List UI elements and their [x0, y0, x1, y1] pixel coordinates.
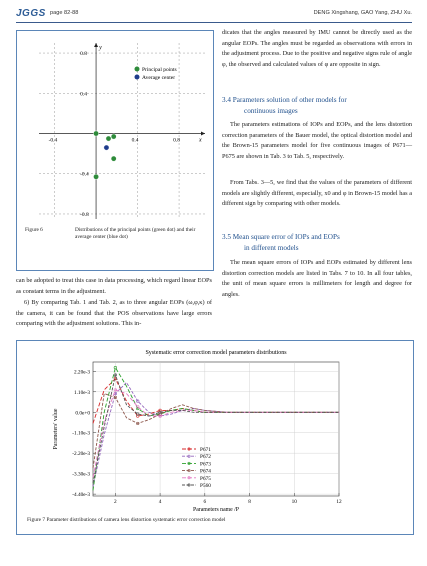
x-axis-label: x: [199, 137, 202, 144]
x-tick-label: 2: [114, 499, 117, 505]
legend-label: P671: [200, 447, 211, 453]
y-tick-label: 1.10e-3: [73, 389, 90, 396]
legend-label: P674: [200, 468, 211, 475]
section-3-4-title-line1: 3.4 Parameters solution of other models for: [222, 96, 347, 104]
x-tick-label: 6: [203, 499, 207, 505]
legend-label: Principal points: [142, 67, 177, 73]
y-axis-label: y: [99, 45, 102, 51]
y-tick-label: 2.20e-3: [73, 369, 90, 376]
principal-point: [111, 134, 116, 139]
section-3-4-heading: [222, 95, 412, 117]
legend-label: Average center: [142, 75, 176, 81]
x-tick-label: 8: [248, 499, 251, 505]
principal-point: [93, 131, 98, 136]
x-axis-arrow: [201, 132, 205, 136]
running-authors: DENG Xingshang, GAO Yang, ZHU Xu.: [313, 10, 412, 16]
y-tick-label: -3.30e-3: [72, 471, 90, 478]
x-tick-label: 0.4: [131, 137, 139, 144]
figure-7-caption: Figure 7 Parameter distributions of camera lens distortion systematic error correction model: [27, 517, 226, 523]
average-center-point: [104, 145, 109, 150]
legend-label: P675: [200, 475, 211, 482]
page-range: page 82-88: [50, 10, 79, 16]
legend-label: P560: [200, 483, 211, 489]
y-tick-label: -0.4: [80, 171, 89, 178]
x-tick-label: 12: [336, 499, 342, 505]
figure-6-caption-text: Distributions of the principal points (green dot) and their average center (blue dot): [75, 227, 196, 240]
journal-logo: JGGS: [16, 8, 46, 19]
y-tick-label: -4.40e-3: [72, 492, 90, 499]
chart-title: Systematic error correction model parameters distributions: [145, 350, 287, 356]
x-tick-label: 4: [158, 499, 162, 505]
y-tick-label: -0.8: [80, 211, 89, 218]
section-3-5-title-line1: 3.5 Mean square error of IOPs and EOPs: [222, 233, 340, 241]
figure-7: [16, 340, 414, 535]
legend-marker: [135, 67, 140, 72]
right-paragraph-0: dicates that the angles measured by IMU cannot be directly used as the angular EOPs. The angles must be regarded as observations with errors in the adjustment process. Due to the positive and negative signs rule of angle φ, the observed and calculated values of φ are opposite in sign.: [222, 29, 412, 69]
legend-marker: [135, 75, 140, 80]
principal-point: [111, 156, 116, 161]
plot-frame: [93, 362, 339, 496]
y-tick-label: 0.4: [80, 91, 87, 98]
x-tick-label: -0.4: [48, 137, 58, 144]
left-paragraph-1: can be adopted to treat this case in data processing, which regard linear EOPs as constant terms in the adjustment.: [16, 277, 212, 295]
left-paragraph-2: 6) By comparing Tab. 1 and Tab. 2, as to three angular EOPs (ω,φ,κ) of the camera, it can be found that the POS observations have large errors comparing with the adjustment solutions. This in-: [16, 299, 212, 328]
principal-point: [106, 136, 111, 141]
legend-label: P672: [200, 454, 211, 461]
y-axis-arrow: [94, 43, 98, 47]
x-tick-label: 10: [291, 499, 297, 505]
figure-6-caption-label: Figure 6: [25, 227, 43, 233]
figure-6: [16, 30, 214, 271]
legend-label: P673: [200, 461, 211, 468]
x-tick-label: 0.8: [173, 137, 180, 144]
y-tick-label: -1.10e-3: [72, 430, 90, 437]
y-tick-label: -2.20e-3: [72, 451, 90, 458]
section-3-5-title-line2: in different models: [244, 244, 299, 252]
section-3-4-paragraph-2: From Tabs. 3—5, we find that the values of the parameters of different models are slightly different, especially, x0 and φ in Brown-15 model has a different sign by comparing with other models.: [222, 179, 412, 208]
y-axis-label: Parameters' value: [53, 408, 59, 450]
section-3-4-paragraph-1: The parameters estimations of IOPs and EOPs, and the lens distortion correction parameters of the Bauer model, the optical distortion model and the Brown-15 parameters model for five continuous images of P671—P675 are shown in Tab. 3 to Tab. 5, respectively.: [222, 121, 412, 161]
principal-point: [93, 174, 98, 179]
x-axis-label: Parameters name /P: [192, 507, 240, 513]
section-3-5-heading: [222, 232, 412, 254]
section-3-5-paragraph: The mean square errors of IOPs and EOPs estimated by different lens distortion correction models are listed in Tabs. 7 to 10. In all four tables, the unit of mean square errors is millimeters for length and degree for angles.: [222, 259, 412, 299]
page-header: [16, 8, 412, 23]
section-3-4-title-line2: continuous images: [244, 107, 298, 115]
y-tick-label: 0.0e+0: [75, 410, 90, 417]
y-tick-label: 0.8: [80, 51, 87, 58]
figure-7-line-chart: [17, 341, 413, 517]
